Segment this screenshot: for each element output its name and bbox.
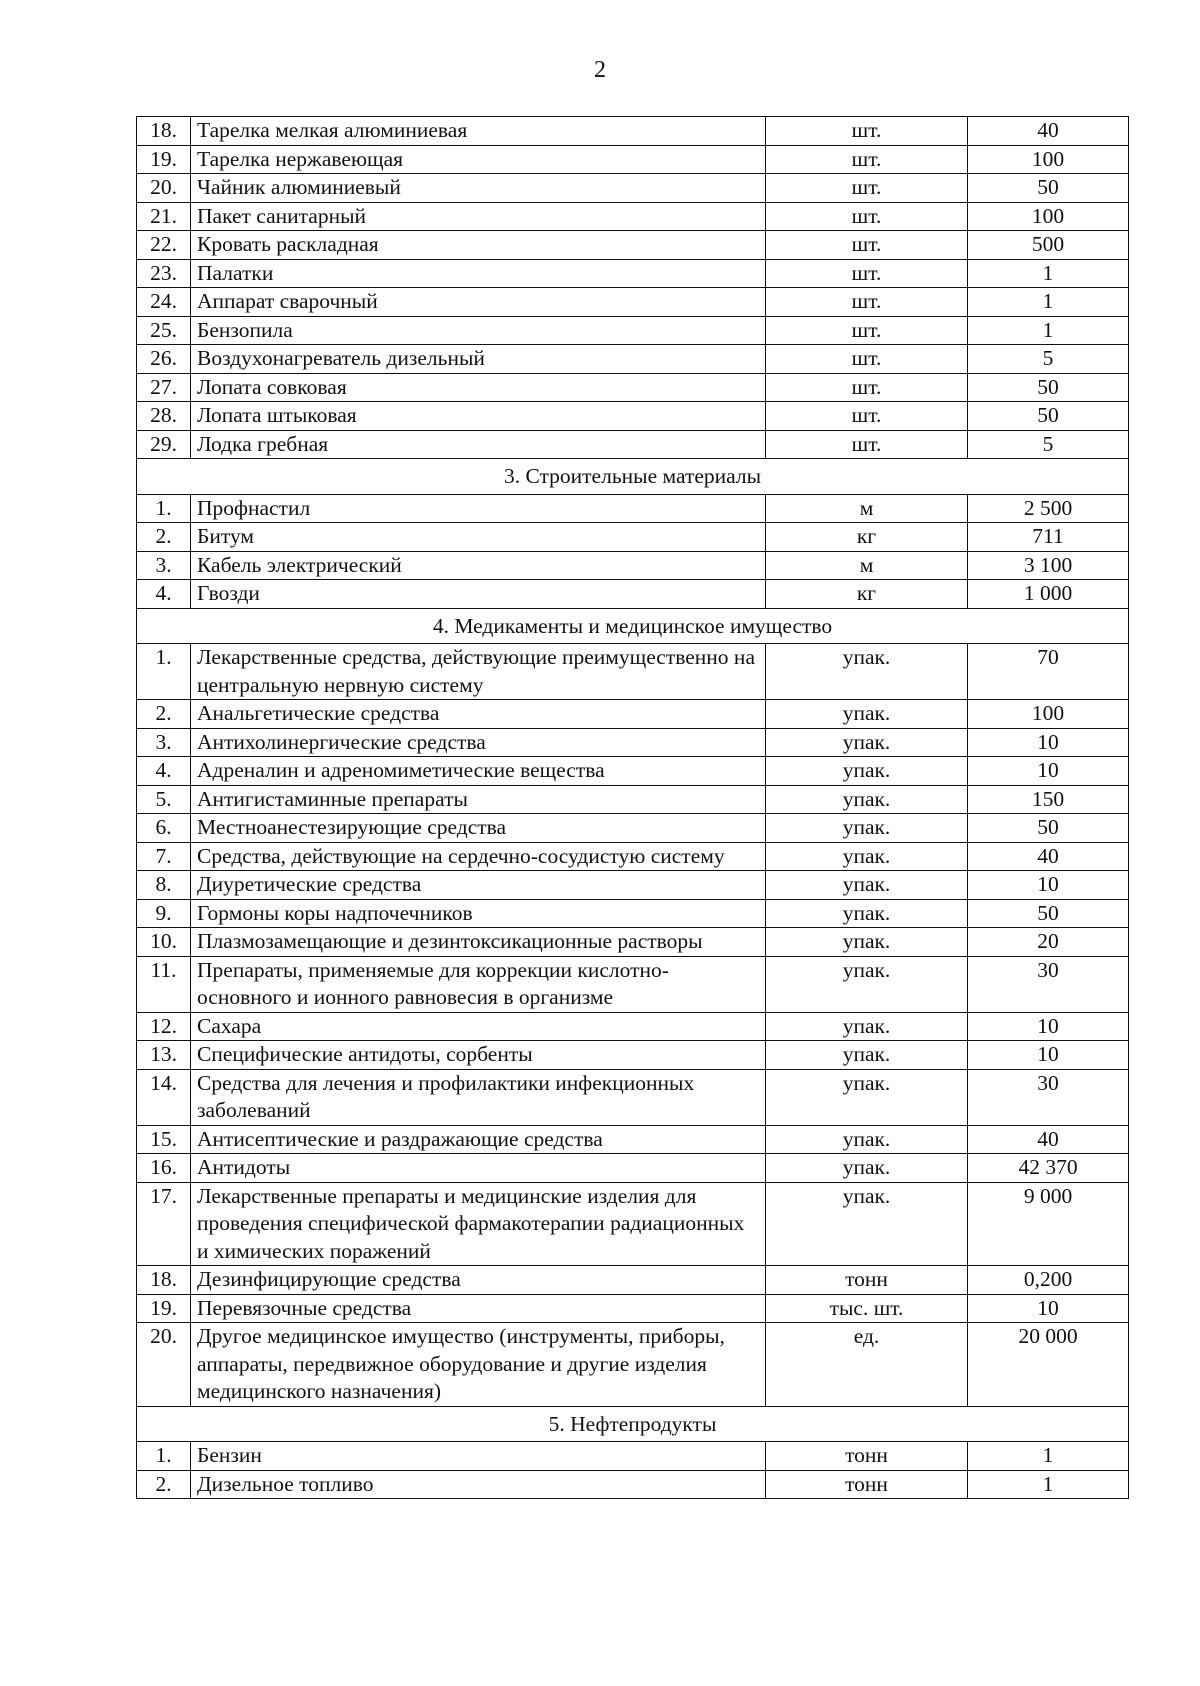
item-name: Гвозди [191, 580, 766, 609]
item-name: Профнастил [191, 494, 766, 523]
quantity: 1 000 [968, 580, 1129, 609]
row-number: 4. [137, 580, 191, 609]
unit-of-measure: тонн [766, 1442, 968, 1471]
table-row [137, 373, 1129, 402]
unit-of-measure: упак. [766, 757, 968, 786]
quantity: 40 [968, 842, 1129, 871]
table-row [137, 1154, 1129, 1183]
unit-of-measure: упак. [766, 700, 968, 729]
quantity: 9 000 [968, 1182, 1129, 1266]
table-row [137, 551, 1129, 580]
unit-of-measure: ед. [766, 1323, 968, 1407]
section-header-row [137, 1406, 1129, 1442]
unit-of-measure: шт. [766, 259, 968, 288]
unit-of-measure: упак. [766, 814, 968, 843]
quantity: 3 100 [968, 551, 1129, 580]
inventory-table [136, 116, 1129, 1499]
quantity: 10 [968, 871, 1129, 900]
item-name: Лопата совковая [191, 373, 766, 402]
item-name: Местноанестезирующие средства [191, 814, 766, 843]
inventory-table-body [137, 117, 1129, 1499]
section-title: 5. Нефтепродукты [137, 1406, 1129, 1442]
item-name: Бензопила [191, 316, 766, 345]
unit-of-measure: шт. [766, 373, 968, 402]
unit-of-measure: упак. [766, 1125, 968, 1154]
row-number: 2. [137, 700, 191, 729]
item-name: Сахара [191, 1012, 766, 1041]
section-header-row [137, 608, 1129, 644]
row-number: 6. [137, 814, 191, 843]
table-row [137, 202, 1129, 231]
unit-of-measure: шт. [766, 202, 968, 231]
unit-of-measure: упак. [766, 1069, 968, 1125]
unit-of-measure: упак. [766, 1154, 968, 1183]
item-name: Диуретические средства [191, 871, 766, 900]
table-row [137, 1125, 1129, 1154]
unit-of-measure: кг [766, 580, 968, 609]
quantity: 10 [968, 728, 1129, 757]
unit-of-measure: упак. [766, 928, 968, 957]
row-number: 2. [137, 1470, 191, 1499]
item-name: Тарелка нержавеющая [191, 145, 766, 174]
quantity: 50 [968, 402, 1129, 431]
row-number: 3. [137, 728, 191, 757]
item-name: Тарелка мелкая алюминиевая [191, 117, 766, 146]
item-name: Кровать раскладная [191, 231, 766, 260]
table-row [137, 174, 1129, 203]
quantity: 50 [968, 899, 1129, 928]
row-number: 26. [137, 345, 191, 374]
item-name: Антисептические и раздражающие средства [191, 1125, 766, 1154]
table-row [137, 1041, 1129, 1070]
unit-of-measure: шт. [766, 288, 968, 317]
row-number: 23. [137, 259, 191, 288]
unit-of-measure: шт. [766, 145, 968, 174]
quantity: 50 [968, 174, 1129, 203]
table-row [137, 700, 1129, 729]
unit-of-measure: кг [766, 523, 968, 552]
table-row [137, 785, 1129, 814]
quantity: 1 [968, 316, 1129, 345]
item-name: Препараты, применяемые для коррекции кислотно-основного и ионного равновесия в организме [191, 956, 766, 1012]
quantity: 30 [968, 956, 1129, 1012]
quantity: 100 [968, 700, 1129, 729]
unit-of-measure: м [766, 551, 968, 580]
quantity: 20 000 [968, 1323, 1129, 1407]
item-name: Бензин [191, 1442, 766, 1471]
quantity: 70 [968, 644, 1129, 700]
unit-of-measure: упак. [766, 842, 968, 871]
item-name: Перевязочные средства [191, 1294, 766, 1323]
unit-of-measure: м [766, 494, 968, 523]
unit-of-measure: тыс. шт. [766, 1294, 968, 1323]
item-name: Пакет санитарный [191, 202, 766, 231]
quantity: 10 [968, 757, 1129, 786]
unit-of-measure: шт. [766, 345, 968, 374]
quantity: 10 [968, 1041, 1129, 1070]
item-name: Лекарственные препараты и медицинские изделия для проведения специфической фармакотерапии радиационных и химических поражений [191, 1182, 766, 1266]
quantity: 20 [968, 928, 1129, 957]
row-number: 8. [137, 871, 191, 900]
item-name: Лекарственные средства, действующие преимущественно на центральную нервную систему [191, 644, 766, 700]
quantity: 1 [968, 259, 1129, 288]
quantity: 100 [968, 202, 1129, 231]
row-number: 9. [137, 899, 191, 928]
item-name: Дизельное топливо [191, 1470, 766, 1499]
table-row [137, 430, 1129, 459]
quantity: 100 [968, 145, 1129, 174]
quantity: 711 [968, 523, 1129, 552]
item-name: Воздухонагреватель дизельный [191, 345, 766, 374]
row-number: 21. [137, 202, 191, 231]
item-name: Аппарат сварочный [191, 288, 766, 317]
item-name: Палатки [191, 259, 766, 288]
table-row [137, 145, 1129, 174]
row-number: 14. [137, 1069, 191, 1125]
table-row [137, 494, 1129, 523]
unit-of-measure: упак. [766, 899, 968, 928]
quantity: 42 370 [968, 1154, 1129, 1183]
row-number: 24. [137, 288, 191, 317]
row-number: 22. [137, 231, 191, 260]
item-name: Средства для лечения и профилактики инфекционных заболеваний [191, 1069, 766, 1125]
row-number: 10. [137, 928, 191, 957]
unit-of-measure: шт. [766, 430, 968, 459]
section-header-row [137, 459, 1129, 495]
table-row [137, 1012, 1129, 1041]
row-number: 28. [137, 402, 191, 431]
unit-of-measure: упак. [766, 644, 968, 700]
item-name: Плазмозамещающие и дезинтоксикационные растворы [191, 928, 766, 957]
table-row [137, 1182, 1129, 1266]
unit-of-measure: упак. [766, 1041, 968, 1070]
item-name: Гормоны коры надпочечников [191, 899, 766, 928]
row-number: 20. [137, 174, 191, 203]
quantity: 30 [968, 1069, 1129, 1125]
item-name: Лодка гребная [191, 430, 766, 459]
table-row [137, 288, 1129, 317]
table-row [137, 814, 1129, 843]
quantity: 0,200 [968, 1266, 1129, 1295]
quantity: 5 [968, 430, 1129, 459]
table-row [137, 1323, 1129, 1407]
quantity: 2 500 [968, 494, 1129, 523]
table-row [137, 345, 1129, 374]
quantity: 50 [968, 373, 1129, 402]
quantity: 10 [968, 1294, 1129, 1323]
quantity: 150 [968, 785, 1129, 814]
unit-of-measure: упак. [766, 871, 968, 900]
row-number: 29. [137, 430, 191, 459]
table-row [137, 928, 1129, 957]
row-number: 19. [137, 1294, 191, 1323]
item-name: Средства, действующие на сердечно-сосудистую систему [191, 842, 766, 871]
quantity: 50 [968, 814, 1129, 843]
item-name: Дезинфицирующие средства [191, 1266, 766, 1295]
table-row [137, 1266, 1129, 1295]
item-name: Чайник алюминиевый [191, 174, 766, 203]
row-number: 20. [137, 1323, 191, 1407]
row-number: 16. [137, 1154, 191, 1183]
quantity: 10 [968, 1012, 1129, 1041]
table-row [137, 644, 1129, 700]
table-row [137, 231, 1129, 260]
section-title: 4. Медикаменты и медицинское имущество [137, 608, 1129, 644]
table-row [137, 117, 1129, 146]
item-name: Лопата штыковая [191, 402, 766, 431]
item-name: Другое медицинское имущество (инструменты, приборы, аппараты, передвижное оборудование и другие изделия медицинского назначения) [191, 1323, 766, 1407]
row-number: 11. [137, 956, 191, 1012]
unit-of-measure: упак. [766, 728, 968, 757]
row-number: 19. [137, 145, 191, 174]
unit-of-measure: шт. [766, 316, 968, 345]
row-number: 1. [137, 1442, 191, 1471]
row-number: 1. [137, 644, 191, 700]
quantity: 1 [968, 1442, 1129, 1471]
unit-of-measure: шт. [766, 117, 968, 146]
item-name: Кабель электрический [191, 551, 766, 580]
row-number: 15. [137, 1125, 191, 1154]
row-number: 27. [137, 373, 191, 402]
unit-of-measure: упак. [766, 956, 968, 1012]
item-name: Адреналин и адреномиметические вещества [191, 757, 766, 786]
page-number: 2 [594, 57, 606, 83]
section-title: 3. Строительные материалы [137, 459, 1129, 495]
row-number: 13. [137, 1041, 191, 1070]
quantity: 40 [968, 117, 1129, 146]
quantity: 1 [968, 1470, 1129, 1499]
table-row [137, 402, 1129, 431]
quantity: 500 [968, 231, 1129, 260]
table-row [137, 728, 1129, 757]
row-number: 2. [137, 523, 191, 552]
unit-of-measure: тонн [766, 1266, 968, 1295]
row-number: 5. [137, 785, 191, 814]
table-row [137, 956, 1129, 1012]
row-number: 18. [137, 1266, 191, 1295]
row-number: 1. [137, 494, 191, 523]
row-number: 17. [137, 1182, 191, 1266]
unit-of-measure: упак. [766, 1012, 968, 1041]
unit-of-measure: упак. [766, 1182, 968, 1266]
unit-of-measure: шт. [766, 174, 968, 203]
table-row [137, 1294, 1129, 1323]
row-number: 25. [137, 316, 191, 345]
table-row [137, 1442, 1129, 1471]
quantity: 1 [968, 288, 1129, 317]
table-row [137, 1069, 1129, 1125]
row-number: 7. [137, 842, 191, 871]
row-number: 12. [137, 1012, 191, 1041]
table-row [137, 259, 1129, 288]
table-row [137, 842, 1129, 871]
item-name: Битум [191, 523, 766, 552]
table-row [137, 316, 1129, 345]
quantity: 5 [968, 345, 1129, 374]
table-row [137, 523, 1129, 552]
unit-of-measure: шт. [766, 402, 968, 431]
quantity: 40 [968, 1125, 1129, 1154]
unit-of-measure: шт. [766, 231, 968, 260]
unit-of-measure: тонн [766, 1470, 968, 1499]
row-number: 4. [137, 757, 191, 786]
item-name: Анальгетические средства [191, 700, 766, 729]
item-name: Антигистаминные препараты [191, 785, 766, 814]
item-name: Специфические антидоты, сорбенты [191, 1041, 766, 1070]
item-name: Антихолинергические средства [191, 728, 766, 757]
table-row [137, 757, 1129, 786]
table-row [137, 871, 1129, 900]
table-row [137, 1470, 1129, 1499]
item-name: Антидоты [191, 1154, 766, 1183]
row-number: 3. [137, 551, 191, 580]
table-row [137, 580, 1129, 609]
table-row [137, 899, 1129, 928]
row-number: 18. [137, 117, 191, 146]
unit-of-measure: упак. [766, 785, 968, 814]
